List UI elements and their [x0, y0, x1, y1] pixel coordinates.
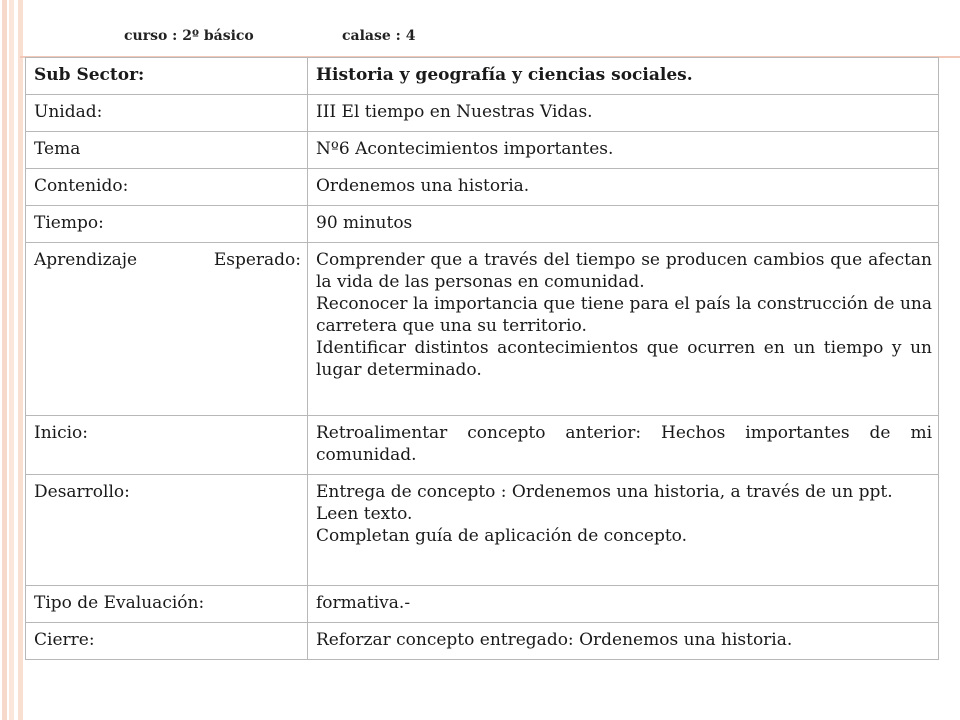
row-sub-sector — [26, 58, 939, 95]
row-label: Tiempo: — [26, 206, 308, 243]
row-value: Retroalimentar concepto anterior: Hechos importantes de mi comunidad. — [308, 416, 939, 475]
lesson-plan-table — [25, 57, 939, 660]
row-label: Sub Sector: — [26, 58, 308, 95]
activity-paragraph: Completan guía de aplicación de concepto. — [316, 526, 687, 546]
row-label: Unidad: — [26, 95, 308, 132]
course-label: curso : 2º básico — [124, 28, 254, 44]
objective-paragraph: Comprender que a través del tiempo se producen cambios que afectan la vida de las personas en comunidad. — [316, 250, 932, 292]
row-label: Tema — [26, 132, 308, 169]
row-label: Contenido: — [26, 169, 308, 206]
row-unidad — [26, 95, 939, 132]
row-tipo-evaluacion — [26, 586, 939, 623]
class-label: calase : 4 — [342, 28, 416, 44]
row-label: Desarrollo: — [26, 475, 308, 586]
row-value: III El tiempo en Nuestras Vidas. — [308, 95, 939, 132]
label-word: Esperado: — [213, 250, 301, 270]
row-value: Nº6 Acontecimientos importantes. — [308, 132, 939, 169]
row-value: 90 minutos — [308, 206, 939, 243]
row-value: Historia y geografía y ciencias sociales. — [308, 58, 939, 95]
row-aprendizaje-esperado — [26, 243, 939, 416]
decorative-stripe — [9, 0, 14, 720]
row-value — [308, 243, 939, 416]
objective-paragraph: Identificar distintos acontecimientos que ocurren en un tiempo y un lugar determinado. — [316, 338, 932, 380]
decorative-stripe — [2, 0, 7, 720]
row-label: Tipo de Evaluación: — [26, 586, 308, 623]
row-value: Reforzar concepto entregado: Ordenemos una historia. — [308, 623, 939, 660]
row-tiempo — [26, 206, 939, 243]
row-inicio — [26, 416, 939, 475]
decorative-stripe — [18, 0, 23, 720]
row-value — [308, 475, 939, 586]
objective-paragraph: Reconocer la importancia que tiene para el país la construcción de una carretera que una su territorio. — [316, 294, 932, 336]
row-label: Inicio: — [26, 416, 308, 475]
row-value: formativa.- — [308, 586, 939, 623]
row-desarrollo — [26, 475, 939, 586]
activity-paragraph: Leen texto. — [316, 504, 413, 524]
row-cierre — [26, 623, 939, 660]
row-label — [26, 243, 308, 416]
row-label: Cierre: — [26, 623, 308, 660]
label-word: Aprendizaje — [34, 250, 138, 270]
row-value: Ordenemos una historia. — [308, 169, 939, 206]
activity-paragraph: Entrega de concepto : Ordenemos una historia, a través de un ppt. — [316, 482, 893, 502]
row-tema — [26, 132, 939, 169]
row-contenido — [26, 169, 939, 206]
